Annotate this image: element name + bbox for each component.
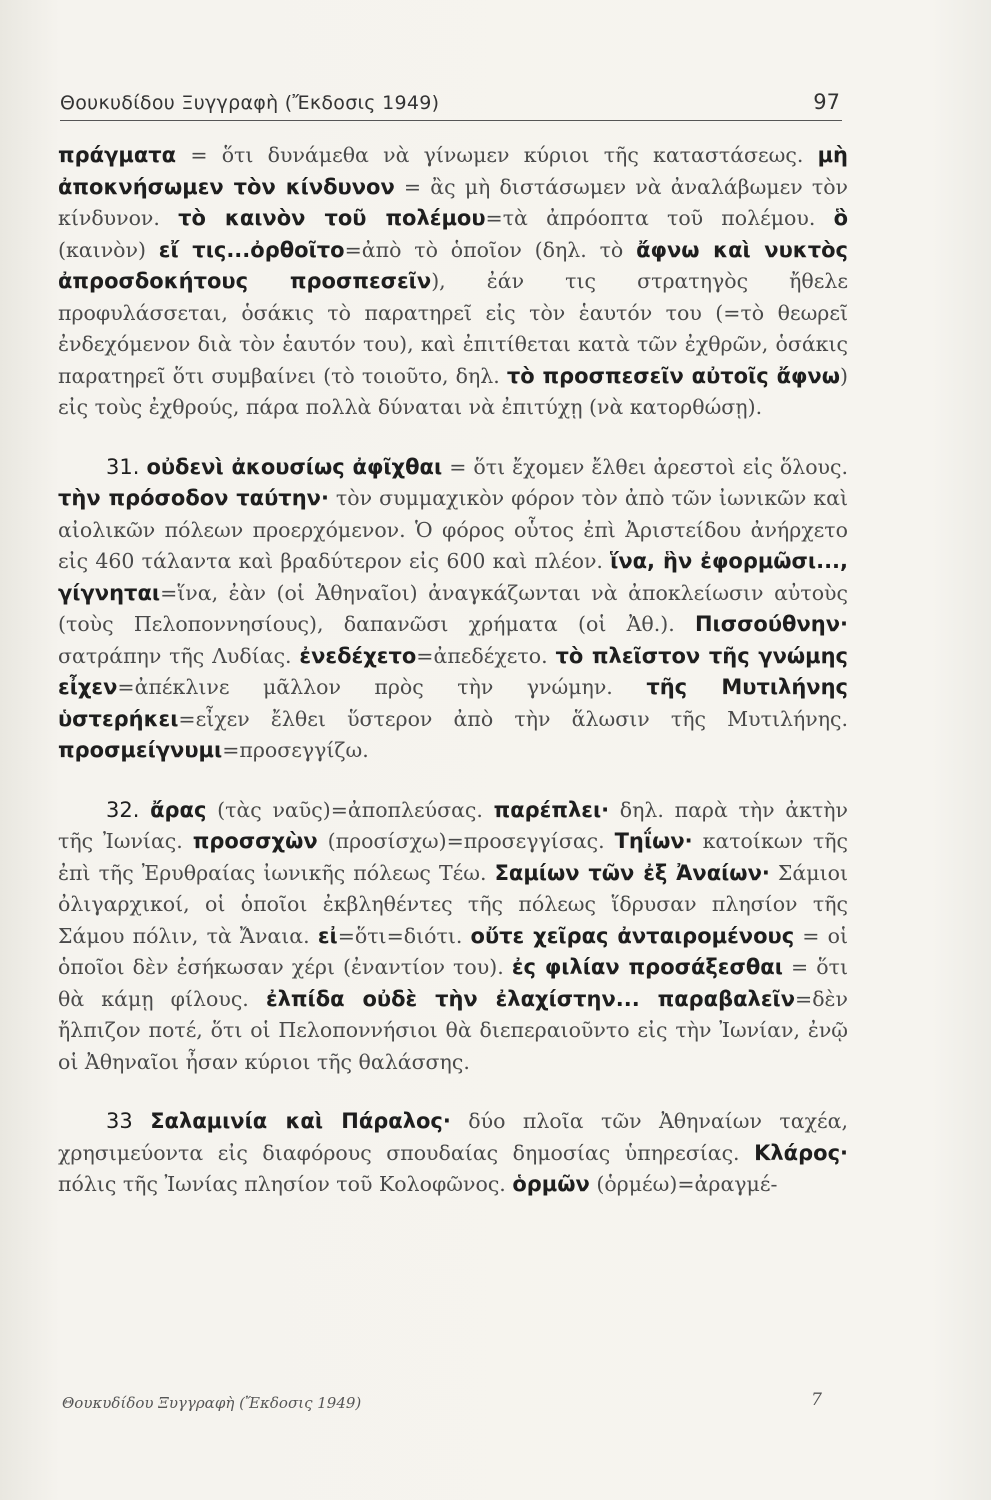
lemma: εἴ τις...ὀρθοῖτο [158, 237, 345, 262]
lemma: τὸ καινὸν τοῦ πολέμου [178, 206, 486, 230]
lemma: Τηΐων· [614, 829, 693, 853]
lemma: προσμείγνυμι [58, 738, 223, 762]
entry-31 [58, 452, 848, 767]
entry-32 [58, 795, 848, 1079]
footer-title: Θουκυδίδου Ξυγγραφὴ (Ἔκδοσις 1949) [62, 1394, 362, 1412]
gloss: =ἀπὸ τὸ ὁποῖον (δηλ. τὸ [344, 237, 637, 262]
lemma: πράγματα [58, 143, 177, 167]
lemma: προσσχὼν [192, 829, 318, 853]
lemma: ἐνεδέχετο [299, 643, 417, 668]
lemma: τῆς Μυτιλήνης ὑστερήκει [58, 675, 849, 731]
gloss: = ὅτι ἔχομεν ἔλθει ἀρεστοὶ εἰς ὅλους. [442, 454, 848, 479]
gloss: (τὰς ναῦς)=ἀποπλεύσας. [206, 797, 494, 822]
gloss: Σάμιοι ὀλιγαρχικοί, οἱ ὁποῖοι ἐκβληθέντες τῆς πόλεως ἵδρυσαν πλησίον τῆς Σάμου πόλιν, τὰ Ἄναια. [58, 860, 848, 948]
gloss: =εἶχεν ἔλθει ὕστερον ἀπὸ τὴν ἅλωσιν τῆς Μυτιλήνης. [178, 706, 848, 731]
gloss: κατοίκων τῆς ἐπὶ τῆς Ἐρυθραίας ἰωνικῆς πόλεως Τέω. [58, 829, 848, 885]
gloss: =ἵνα, ἐὰν (οἱ Ἀθηναῖοι) ἀναγκάζωνται νὰ ἀποκλείωσιν αὐτοὺς (τοὺς Πελοποννησίους), δαπανῶσι χρήματα (οἱ Ἀθ.). [58, 580, 848, 636]
lemma: εἰ [317, 923, 338, 948]
signature-mark: 7 [811, 1390, 822, 1410]
entry-number: 33 [106, 1109, 133, 1133]
lemma: οὐδενὶ ἀκουσίως ἀφῖχθαι [146, 454, 443, 479]
entry-33 [58, 1106, 848, 1201]
paragraph-continuation [58, 140, 848, 424]
gloss: σατράπην τῆς Λυδίας. [58, 643, 300, 668]
gloss: =δὲν ἤλπιζον ποτέ, ὅτι οἱ Πελοποννήσιοι θὰ διεπεραιοῦντο εἰς τὴν Ἰωνίαν, ἐνῷ οἱ Ἀθηναῖοι ἦσαν κύριοι τῆς θαλάσσης. [58, 986, 848, 1074]
lemma: Κλάρος· [754, 1140, 848, 1165]
lemma: Σαμίων τῶν ἐξ Ἀναίων· [494, 860, 770, 885]
lemma: ἐς φιλίαν προσάξεσθαι [511, 955, 783, 979]
gloss: = ἂς μὴ διστάσωμεν νὰ ἀναλάβωμεν τὸν κίνδυνον. [58, 174, 848, 230]
lemma: ἵνα, ἣν ἐφορμῶσι..., γίγνηται [58, 549, 848, 605]
page-number: 97 [813, 90, 840, 114]
entry-number: 32. [106, 797, 140, 822]
gloss: =ὅτι=διότι. [337, 923, 471, 948]
gloss: =τὰ ἀπρόοπτα τοῦ πολέμου. [485, 206, 834, 230]
gloss: = ὅτι δυνάμεθα νὰ γίνωμεν κύριοι τῆς καταστάσεως. [176, 143, 818, 167]
page-footer [62, 1390, 822, 1420]
lemma: ἄφνω καὶ νυκτὸς ἀπροσδοκήτους προσπεσεῖν [58, 237, 848, 293]
page-header [60, 90, 842, 121]
gloss: = οἱ ὁποῖοι δὲν ἐσήκωσαν χέρι (ἐναντίον του). [58, 923, 849, 979]
gloss: (καινὸν) [58, 237, 159, 262]
gloss: δηλ. παρὰ τὴν ἀκτὴν τῆς Ἰωνίας. [58, 797, 848, 853]
running-title: Θουκυδίδου Ξυγγραφὴ (Ἔκδοσις 1949) [60, 92, 440, 114]
lemma: μὴ ἀποκνήσωμεν τὸν κίνδυνον [58, 143, 848, 199]
lemma: οὔτε χεῖρας ἀνταιρομένους [470, 923, 795, 948]
lemma: ὁρμῶν [512, 1172, 590, 1196]
gloss: τὸν συμμαχικὸν φόρον τὸν ἀπὸ τῶν ἰωνικῶν καὶ αἰολικῶν πόλεων προερχόμενον. Ὁ φόρος οὗτος ἐπὶ Ἀριστείδου ἀνήρχετο εἰς 460 τάλαντα καὶ βραδύτερον εἰς 600 καὶ πλέον. [58, 486, 848, 573]
gloss: δύο πλοῖα τῶν Ἀθηναίων ταχέα, χρησιμεύοντα εἰς διαφόρους σπουδαίας δημοσίας ὑπηρεσίας. [58, 1109, 848, 1165]
lemma: παρέπλει· [493, 797, 610, 822]
gloss: (ὁρμέω)=ἀραγμέ- [589, 1172, 778, 1196]
entry-number: 31. [106, 454, 140, 479]
lemma: ἄρας [150, 797, 207, 822]
gloss: =ἀπέκλινε μᾶλλον πρὸς τὴν γνώμην. [117, 675, 647, 699]
gloss: ) εἰς τοὺς ἐχθρούς, πάρα πολλὰ δύναται νὰ ἐπιτύχῃ (νὰ κατορθώσῃ). [58, 363, 848, 419]
gloss: ), ἐάν τις στρατηγὸς ἤθελε προφυλάσσεται, ὁσάκις τὸ παρατηρεῖ εἰς τὸν ἑαυτόν του (=τὸ θεωρεῖ ἐνδεχόμενον διὰ τὸν ἑαυτόν του), καὶ ἐπιτίθεται κατὰ τῶν ἐχθρῶν, ὁσάκις παρατηρεῖ ὅτι συμβαίνει (τὸ τοιοῦτο, δηλ. [58, 269, 848, 388]
lemma: τὸ πλεῖστον τῆς γνώμης εἶχεν [58, 643, 848, 699]
gloss: =ἀπεδέχετο. [416, 643, 556, 668]
lemma: ἐλπίδα οὐδὲ τὴν ἐλαχίστην... παραβαλεῖν [265, 986, 796, 1011]
gloss: =προσεγγίζω. [222, 738, 369, 762]
gloss: = ὅτι θὰ κάμῃ φίλους. [58, 955, 848, 1011]
commentary-text [58, 140, 848, 1201]
lemma: Σαλαμινία καὶ Πάραλος· [150, 1109, 451, 1133]
lemma: τὴν πρόσοδον ταύτην· [58, 486, 329, 510]
lemma: Πισσούθνην· [694, 612, 848, 636]
lemma: ὃ [833, 206, 849, 230]
lemma: τὸ προσπεσεῖν αὐτοῖς ἄφνω [506, 363, 840, 388]
gloss: πόλις τῆς Ἰωνίας πλησίον τοῦ Κολοφῶνος. [58, 1172, 513, 1196]
gloss: (προσίσχω)=προσεγγίσας. [317, 829, 615, 853]
